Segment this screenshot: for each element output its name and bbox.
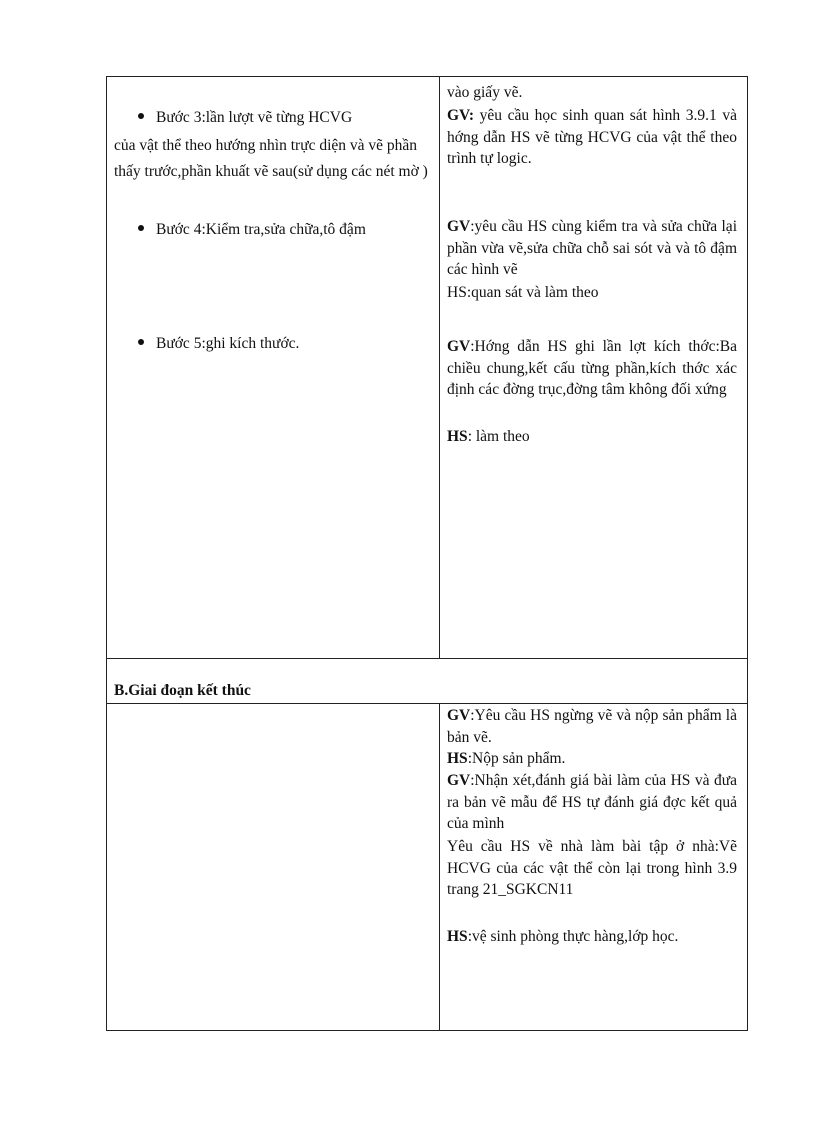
row-divider-2 [106,703,748,704]
step4-item [138,219,438,241]
section-title: B.Giai đoạn kết thúc [114,682,251,699]
hs-text: HS:quan sát và làm theo [447,284,599,301]
gv-final-2-cont [447,836,737,901]
step3-item [138,107,438,129]
homework-text: Yêu cầu HS về nhà làm bài tập ở nhà:Vẽ HCVG của các vật thể còn lại trong hình 3.9 trang 21_SGKCN11 [447,838,737,898]
bullet-icon [138,339,144,345]
hs-text: :Nộp sản phẩm. [467,750,566,767]
column-divider-bottom [439,703,440,1031]
hs-final-1 [447,748,737,770]
step5-label: Bước 5:ghi kích thước. [156,335,300,352]
gv-text: :Nhận xét,đánh giá bài làm của HS và đưa ra bản vẽ mẫu để HS tự đánh giá đợc kết quả của mình [447,772,737,832]
gv-text: yêu cầu học sinh quan sát hình 3.9.1 và hớng dẫn HS vẽ từng HCVG của vật thể theo trình tự logic. [447,107,737,167]
hs-response-2 [447,426,737,448]
step4-label: Bước 4:Kiểm tra,sửa chữa,tô đậm [156,221,366,238]
step5-item [138,333,438,355]
step3-label: Bước 3:lần lượt vẽ từng HCVG [156,109,353,126]
hs-label: HS [447,428,468,445]
gv-label: GV: [447,107,474,124]
gv-label: GV [447,707,471,724]
gv-instruction-2 [447,216,737,281]
row-divider-1 [106,658,748,659]
gv-text: :Hớng dẫn HS ghi lần lợt kích thớc:Ba chiều chung,kết cấu từng phần,kích thớc xác định các đờng trục,đờng tâm không đối xứng [447,338,737,398]
gv-final-1 [447,705,737,748]
hs-label: HS [447,928,468,945]
hs-label: HS [447,750,468,767]
hs-final-2 [447,926,737,948]
gv-label: GV [447,218,471,235]
hs-response-1 [447,282,737,304]
gv-final-2 [447,770,737,835]
bullet-icon [138,225,144,231]
gv-text: :Yêu cầu HS ngừng vẽ và nộp sản phẩm là bản vẽ. [447,707,737,746]
bullet-icon [138,113,144,119]
step3-continuation [114,133,432,185]
right-line-1 [447,82,737,104]
column-divider-top [439,76,440,659]
gv-label: GV [447,772,471,789]
gv-instruction-3 [447,336,737,401]
gv-text: :yêu cầu HS cùng kiểm tra và sửa chữa lại phần vừa vẽ,sửa chữa chỗ sai sót và và tô đậm các hình vẽ [447,218,737,278]
hs-text: :vệ sinh phòng thực hàng,lớp học. [467,928,679,945]
gv-label: GV [447,338,471,355]
continuation-text: vào giấy vẽ. [447,84,523,101]
step3-continuation-text: của vật thể theo hướng nhìn trực diện và vẽ phần thấy trước,phần khuất vẽ sau(sử dụng các nét mờ ) [114,137,428,180]
gv-instruction-1 [447,105,737,170]
hs-text: : làm theo [467,428,530,445]
